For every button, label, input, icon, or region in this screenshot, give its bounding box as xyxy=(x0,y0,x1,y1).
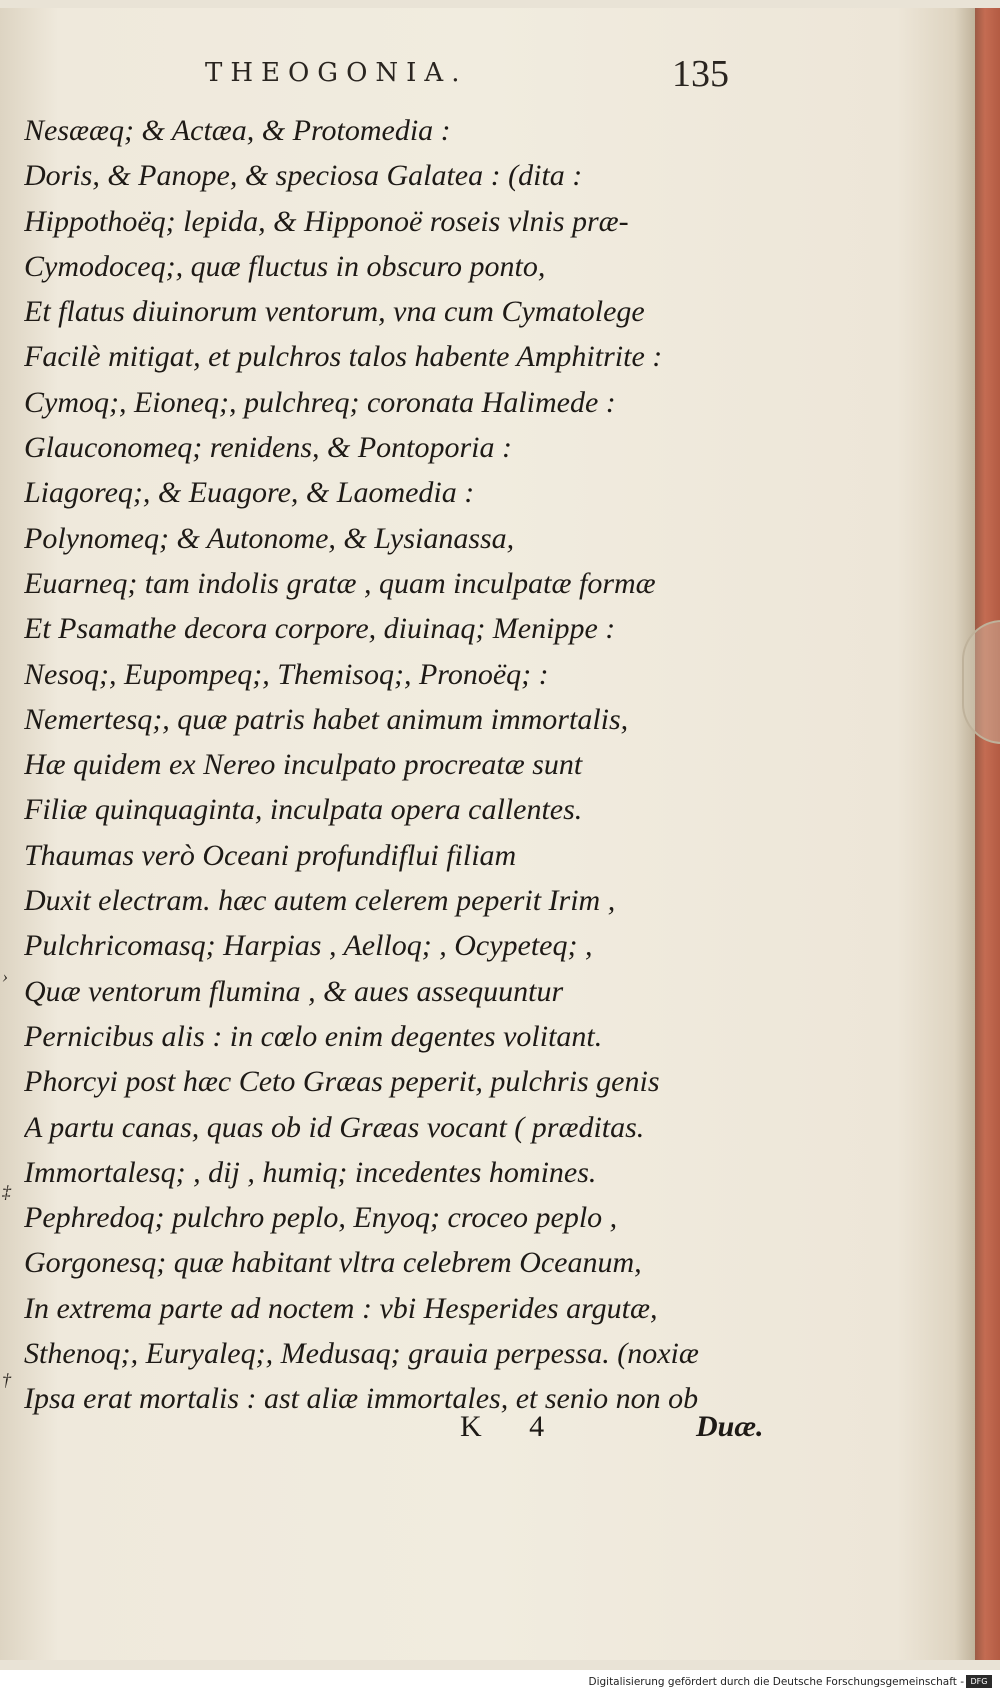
digitization-credit: Digitalisierung gefördert durch die Deutsche Forschungsgemeinschaft - xyxy=(588,1676,964,1688)
verse-line: Quæ ventorum flumina , & aues assequuntur xyxy=(24,974,564,1008)
margin-mark-left: ‡ xyxy=(2,1182,11,1202)
verse-line: Nesææq; & Actæa, & Protomedia : xyxy=(24,114,451,147)
dfg-logo: DFG xyxy=(966,1675,992,1688)
verse-line: Filiæ quinquaginta, inculpata opera callentes. xyxy=(24,793,583,827)
verse-line: Doris, & Panope, & speciosa Galatea : (dita : xyxy=(24,159,583,193)
verse-line: Hippothoëq; lepida, & Hipponoë roseis vlnis præ- xyxy=(24,204,629,238)
catchword: Duæ. xyxy=(696,1410,764,1443)
verse-line: Euarneq; tam indolis gratæ , quam inculpatæ formæ xyxy=(24,566,656,600)
verse-text-block xyxy=(24,108,764,1422)
margin-mark-left: › xyxy=(2,966,8,986)
page-header xyxy=(0,52,975,102)
page-edge-red xyxy=(975,8,1000,1660)
page-number: 135 xyxy=(672,53,729,95)
verse-line: Hæ quidem ex Nereo inculpato procreatæ sunt xyxy=(24,748,583,782)
verse-line: Et Psamathe decora corpore, diuinaq; Menippe : xyxy=(24,612,616,646)
verse-line: Pernicibus alis : in cœlo enim degentes volitant. xyxy=(24,1019,603,1053)
verse-line: Glauconomeq; renidens, & Pontoporia : xyxy=(24,431,512,465)
page-clip-mark xyxy=(962,620,1000,744)
verse-line: Immortalesq; , dij , humiq; incedentes homines. xyxy=(24,1155,597,1189)
running-title: THEOGONIA. xyxy=(205,58,468,88)
verse-line: Ipsa erat mortalis : ast aliæ immortales, et senio non ob xyxy=(24,1382,699,1416)
verse-line: A partu canas, quas ob id Græas vocant ( præditas. xyxy=(24,1110,645,1144)
verse-line: Facilè mitigat, et pulchros talos habente Amphitrite : xyxy=(24,340,663,374)
verse-line: Nemertesq;, quæ patris habet animum immortalis, xyxy=(24,702,629,736)
verse-line: Gorgonesq; quæ habitant vltra celebrem Oceanum, xyxy=(24,1246,642,1280)
verse-line: Cymodoceq;, quæ fluctus in obscuro ponto, xyxy=(24,249,546,283)
margin-mark-left: † xyxy=(2,1370,11,1390)
verse-line: Et flatus diuinorum ventorum, vna cum Cymatolege xyxy=(24,295,645,329)
verse-line: Liagoreq;, & Euagore, & Laomedia : xyxy=(24,476,475,510)
verse-line: Duxit electram. hæc autem celerem peperit Irim , xyxy=(24,884,616,918)
verse-line: Cymoq;, Eioneq;, pulchreq; coronata Halimede : xyxy=(24,385,616,419)
verse-line: Phorcyi post hæc Ceto Græas peperit, pulchris genis xyxy=(24,1065,660,1099)
verse-line: Pulchricomasq; Harpias , Aelloq; , Ocypeteq; , xyxy=(24,929,593,963)
verse-line: Sthenoq;, Euryaleq;, Medusaq; grauia perpessa. (noxiæ xyxy=(24,1337,699,1371)
page-footer xyxy=(0,1410,975,1460)
verse-line: Thaumas verò Oceani profundiflui filiam xyxy=(24,838,517,872)
verse-line: Pephredoq; pulchro peplo, Enyoq; croceo peplo , xyxy=(24,1201,618,1235)
signature-mark: K 4 xyxy=(460,1410,565,1443)
verse-line: Polynomeq; & Autonome, & Lysianassa, xyxy=(24,521,515,555)
verse-line: Nesoq;, Eupompeq;, Themisoq;, Pronoëq; : xyxy=(24,657,549,691)
verse-line: In extrema parte ad noctem : vbi Hesperides argutæ, xyxy=(24,1291,658,1325)
